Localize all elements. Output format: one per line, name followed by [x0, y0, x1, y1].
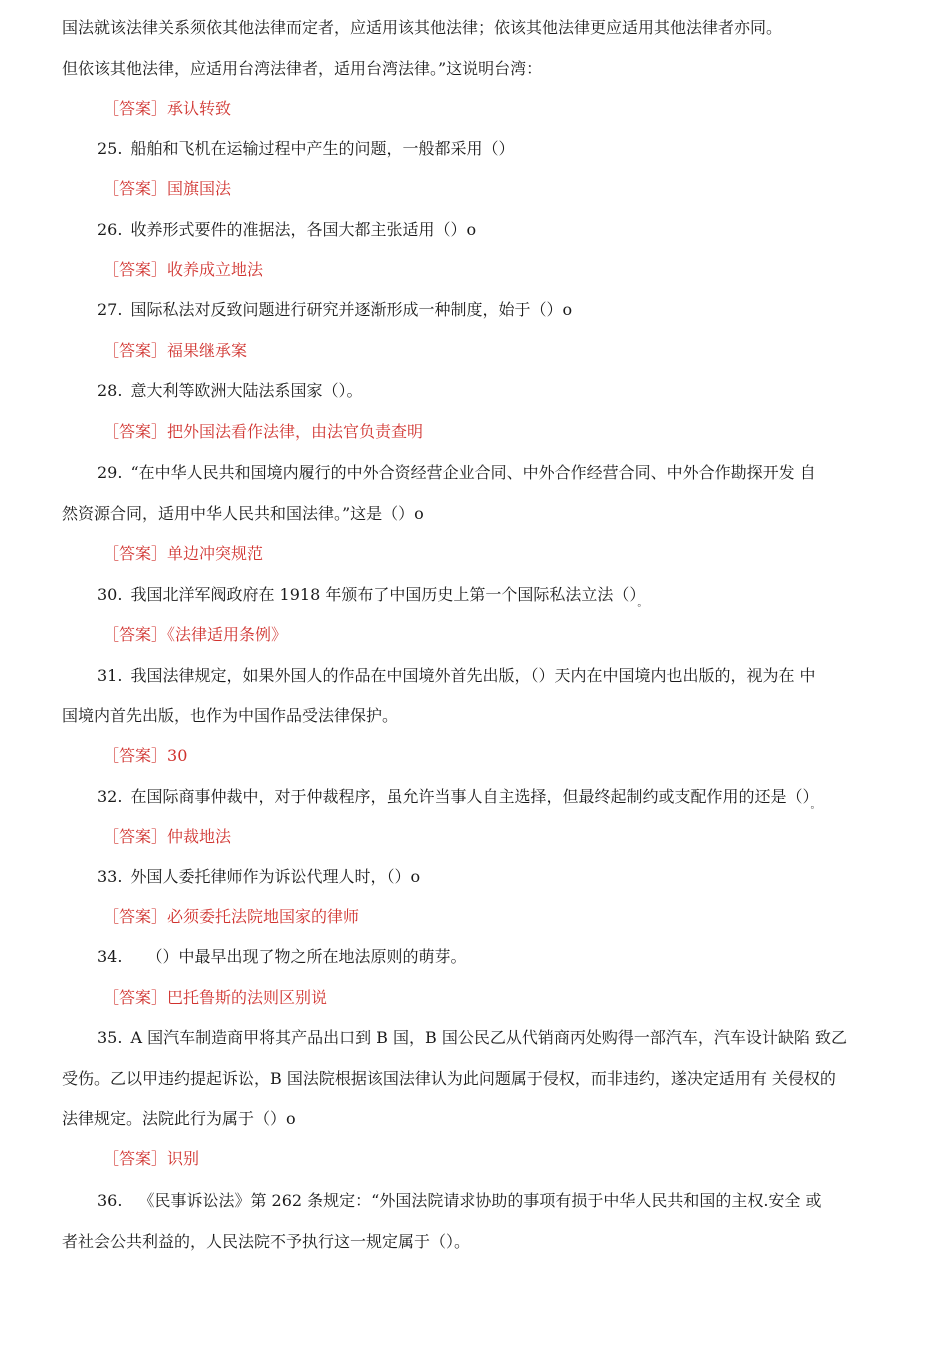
answer-prefix: ［答案］: [103, 422, 168, 441]
question-text: A 国汽车制造商甲将其产品出口到 B 国，B 国公民乙从代销商丙处购得一部汽车，汽车设计缺陷 致乙: [130, 1028, 847, 1047]
answer-text: 收养成立地法: [167, 260, 264, 279]
answer-26: [103, 259, 263, 281]
answer-prefix: ［答案］: [103, 341, 168, 360]
answer-text: 把外国法看作法律，由法官负责查明: [167, 422, 424, 441]
question-text: 外国人委托律师作为诉讼代理人时，（）o: [130, 867, 421, 886]
answer-35: [103, 1148, 199, 1170]
answer-text: 国旗国法: [167, 179, 232, 198]
question-number: 34.: [97, 947, 123, 966]
question-text: （）中最早出现了物之所在地法原则的萌芽。: [146, 947, 467, 966]
answer-text: 《法律适用条例》: [167, 625, 288, 644]
answer-31: [103, 745, 187, 767]
answer-prefix: ［答案］: [103, 99, 168, 118]
answer-text: 30: [167, 746, 188, 765]
question-number: 27.: [97, 300, 123, 319]
question-number: 28.: [97, 381, 123, 400]
question-number: 33.: [97, 867, 123, 886]
question-number: 31.: [97, 666, 123, 685]
question-28: [97, 380, 362, 402]
question-26: [97, 219, 476, 241]
intro-line-1: 国法就该法律关系须依其他法律而定者，应适用该其他法律；依该其他法律更应适用其他法律者亦同。: [62, 18, 783, 37]
question-text: 我国北洋军阀政府在 1918 年颁布了中国历史上第一个国际私法立法（）: [130, 585, 638, 604]
answer-text: 福果继承案: [167, 341, 248, 360]
question-27: [97, 299, 572, 321]
question-34: [97, 946, 466, 968]
question-30: [97, 584, 647, 615]
answer-text: 必须委托法院地国家的律师: [167, 907, 360, 926]
question-number: 35.: [97, 1028, 123, 1047]
question-text: 国际私法对反致问题进行研究并逐渐形成一种制度，始于（）o: [130, 300, 573, 319]
question-36: [97, 1190, 822, 1212]
answer-prefix: ［答案］: [103, 260, 168, 279]
answer-34: [103, 987, 327, 1009]
answer-prefix: ［答案］: [103, 1149, 168, 1168]
question-36-cont: 者社会公共利益的，人民法院不予执行这一规定属于（）。: [62, 1232, 471, 1251]
answer-28: [103, 421, 423, 443]
answer-prefix: ［答案］: [103, 827, 168, 846]
answer-33: [103, 906, 359, 928]
question-text: 我国法律规定，如果外国人的作品在中国境外首先出版，（）天内在中国境内也出版的，视为在 中: [130, 666, 816, 685]
question-number: 25.: [97, 139, 123, 158]
answer-29: [103, 543, 263, 565]
answer-text: 识别: [167, 1149, 200, 1168]
answer-30: [103, 624, 287, 646]
question-text: 《民事诉讼法》第 262 条规定：“外国法院请求协助的事项有损于中华人民共和国的主权.安全 或: [138, 1191, 822, 1210]
question-33: [97, 866, 420, 888]
question-31-cont: 国境内首先出版，也作为中国作品受法律保护。: [62, 706, 399, 725]
question-text: “在中华人民共和国境内履行的中外合资经营企业合同、中外合作经营合同、中外合作勘探开发 自: [130, 463, 816, 482]
answer-prefix: ［答案］: [103, 179, 168, 198]
answer-27: [103, 340, 247, 362]
question-29: [97, 462, 816, 484]
question-31: [97, 665, 816, 687]
question-35-cont-1: 受伤。乙以甲违约提起诉讼，B 国法院根据该国法律认为此问题属于侵权，而非违约，遂决定适用有 关侵权的: [62, 1069, 836, 1088]
question-tail: 。: [810, 800, 821, 811]
answer-25: [103, 178, 231, 200]
question-number: 36.: [97, 1191, 123, 1210]
answer-prefix: ［答案］: [103, 544, 168, 563]
answer-prefix: ［答案］: [103, 907, 168, 926]
answer-text: 单边冲突规范: [167, 544, 264, 563]
answer-prefix: ［答案］: [103, 988, 168, 1007]
question-text: 收养形式要件的准据法，各国大都主张适用（）o: [130, 220, 477, 239]
question-text: 在国际商事仲裁中，对于仲裁程序，虽允许当事人自主选择，但最终起制约或支配作用的还是（）: [130, 787, 811, 806]
question-35-cont-2: 法律规定。法院此行为属于（）o: [62, 1109, 296, 1128]
question-number: 29.: [97, 463, 123, 482]
question-number: 30.: [97, 585, 123, 604]
question-32: [97, 786, 820, 817]
question-text: 意大利等欧洲大陆法系国家（）。: [130, 381, 363, 400]
answer-text: 巴托鲁斯的法则区别说: [167, 988, 328, 1007]
question-25: [97, 138, 514, 160]
answer-text: 仲裁地法: [167, 827, 232, 846]
answer-text: 承认转致: [167, 99, 232, 118]
answer-24: [103, 98, 231, 120]
intro-line-2: 但依该其他法律，应适用台湾法律者，适用台湾法律。”这说明台湾：: [62, 59, 543, 78]
answer-prefix: ［答案］: [103, 746, 168, 765]
question-number: 26.: [97, 220, 123, 239]
answer-32: [103, 826, 231, 848]
question-29-cont: 然资源合同，适用中华人民共和国法律。”这是（）o: [62, 504, 424, 523]
answer-prefix: ［答案］: [103, 625, 168, 644]
question-tail: 。: [637, 598, 648, 609]
question-35: [97, 1027, 847, 1049]
question-number: 32.: [97, 787, 123, 806]
question-text: 船舶和飞机在运输过程中产生的问题，一般都采用（）: [130, 139, 515, 158]
